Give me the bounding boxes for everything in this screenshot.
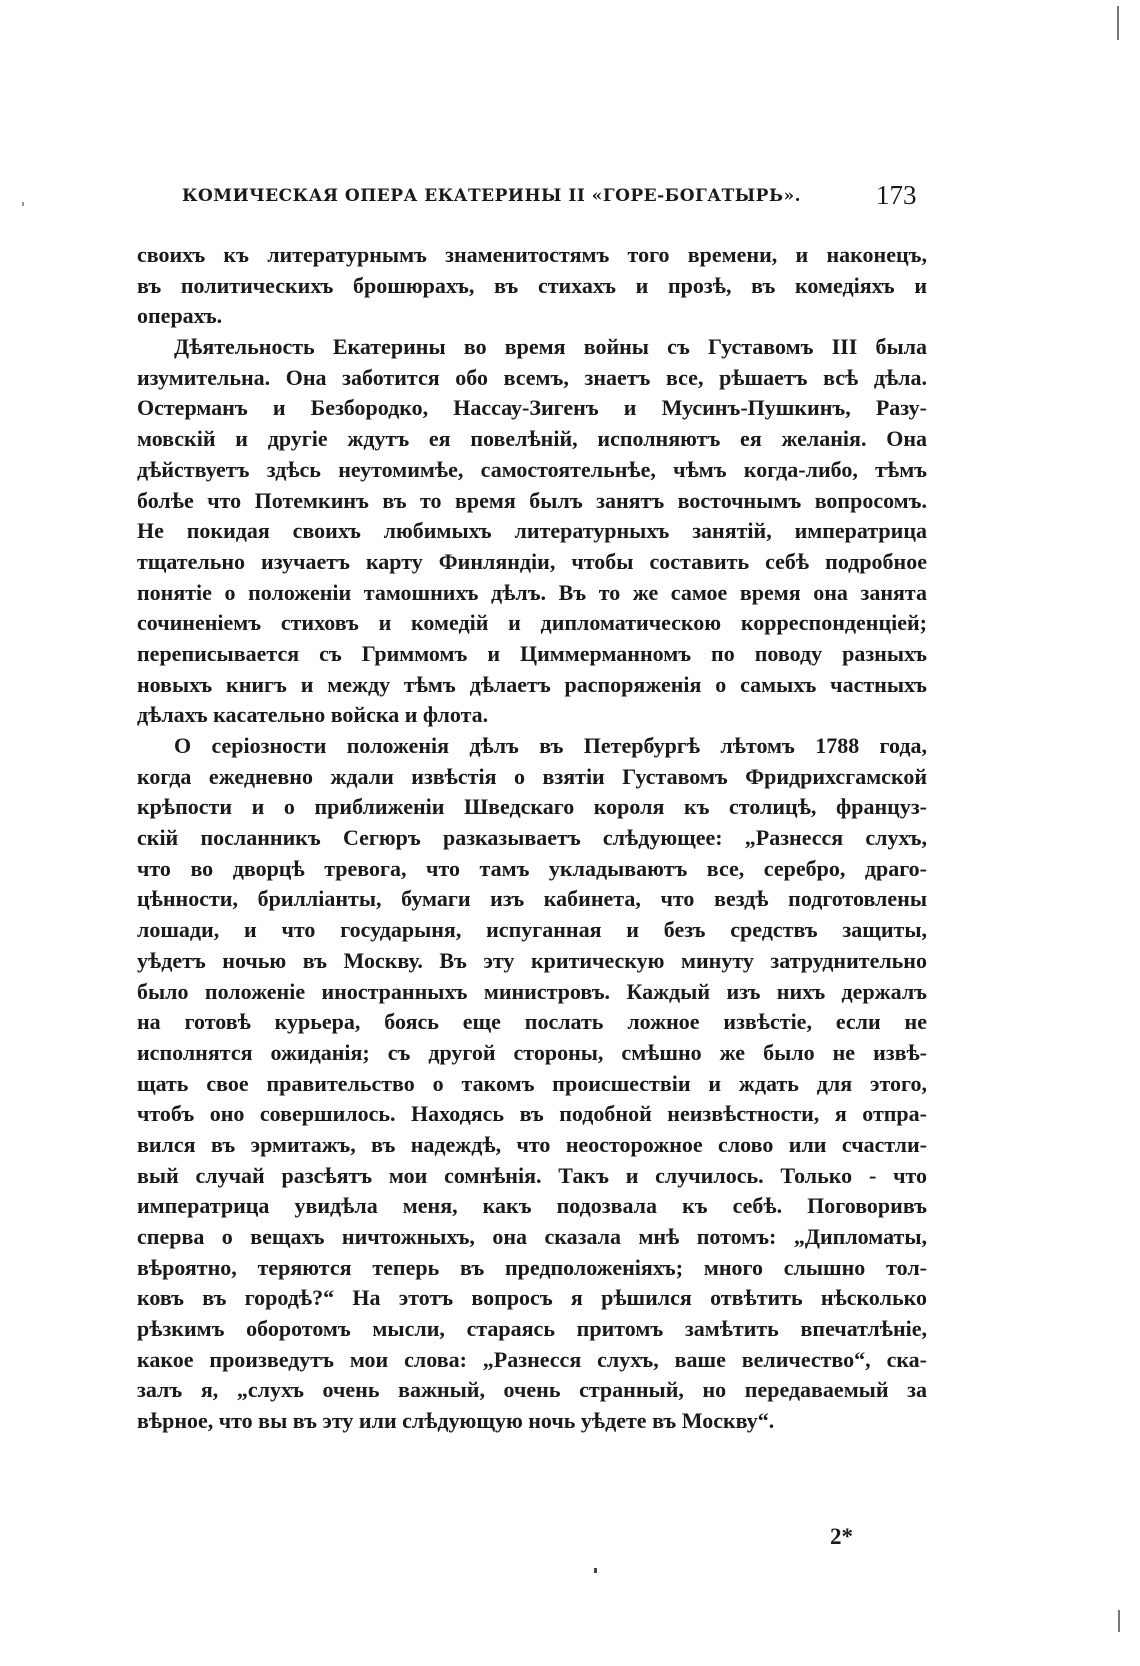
text-line: когда ежедневно ждали извѣстія о взятіи Густавомъ Фридрихсгамской — [137, 763, 927, 789]
text-line: крѣпости и о приближеніи Шведскаго короля къ столицѣ, француз- — [137, 794, 927, 820]
text-line: императрица увидѣла меня, какъ подозвала къ себѣ. Поговоривъ — [137, 1193, 927, 1219]
text-line: изумительна. Она заботится обо всемъ, знаетъ все, рѣшаетъ всѣ дѣла. — [137, 364, 927, 390]
text-line: цѣнности, брилліанты, бумаги изъ кабинета, что вездѣ подготовлены — [137, 886, 927, 912]
text-line: операхъ. — [137, 303, 223, 329]
text-line: вѣрное, что вы въ эту или слѣдующую ночь уѣдете въ Москву“. — [137, 1408, 775, 1434]
text-line: понятіе о положеніи тамошнихъ дѣлъ. Въ то же самое время она занята — [137, 579, 927, 605]
text-line: скій посланникъ Сегюръ разказываетъ слѣдующее: „Разнесся слухъ, — [137, 825, 927, 851]
text-line: дѣйствуетъ здѣсь неутомимѣе, самостоятельнѣе, чѣмъ когда-либо, тѣмъ — [137, 456, 927, 482]
signature-mark: 2* — [830, 1524, 853, 1549]
scan-edge-mark — [1118, 1610, 1120, 1632]
text-line: какое произведутъ мои слова: „Разнесся слухъ, ваше величество“, ска- — [137, 1346, 927, 1372]
text-line: болѣе что Потемкинъ въ то время былъ занятъ восточнымъ вопросомъ. — [137, 487, 927, 513]
text-line: уѣдетъ ночью въ Москву. Въ эту критическую минуту затруднительно — [137, 947, 927, 973]
text-line: дѣлахъ касательно войска и флота. — [137, 702, 489, 728]
scan-edge-mark — [1117, 6, 1119, 40]
text-line: на готовѣ курьера, боясь еще послать ложное извѣстіе, если не — [137, 1009, 927, 1035]
text-line: новыхъ книгъ и между тѣмъ дѣлаетъ распоряженія о самыхъ частныхъ — [137, 671, 927, 697]
text-line: что во дворцѣ тревога, что тамъ укладываютъ все, серебро, драго- — [137, 855, 927, 881]
text-line: залъ я, „слухъ очень важный, очень странный, но передаваемый за — [137, 1377, 927, 1403]
text-line: сочиненіемъ стиховъ и комедій и дипломатическою корреспонденціей; — [137, 610, 927, 636]
text-line: Дѣятельность Екатерины во время войны съ Густавомъ III была — [174, 334, 927, 360]
scan-speck — [594, 1568, 597, 1573]
text-line: вился въ эрмитажъ, въ надеждѣ, что неосторожное слово или счастли- — [137, 1131, 927, 1157]
text-line: своихъ къ литературнымъ знаменитостямъ того времени, и наконецъ, — [137, 242, 927, 267]
text-line: сперва о вещахъ ничтожныхъ, она сказала мнѣ потомъ: „Дипломаты, — [137, 1224, 927, 1249]
text-line: ковъ въ городѣ?“ На этотъ вопросъ я рѣшился отвѣтить нѣсколько — [137, 1285, 927, 1311]
text-line: въ политическихъ брошюрахъ, въ стихахъ и прозѣ, въ комедіяхъ и — [137, 272, 927, 298]
text-line: О серіозности положенія дѣлъ въ Петербургѣ лѣтомъ 1788 года, — [174, 733, 927, 758]
text-line: рѣзкимъ оборотомъ мысли, стараясь притомъ замѣтить впечатлѣніе, — [137, 1316, 927, 1342]
text-line: вѣроятно, теряются теперь въ предположеніяхъ; много слышно тол- — [137, 1254, 927, 1280]
text-line: Не покидая своихъ любимыхъ литературныхъ занятій, императрица — [137, 518, 927, 544]
text-line: лошади, и что государыня, испуганная и безъ средствъ защиты, — [137, 917, 927, 943]
running-title: КОМИЧЕСКАЯ ОПЕРА ЕКАТЕРИНЫ II «ГОРЕ-БОГАТЫРЬ». — [182, 186, 802, 206]
scan-speck — [22, 202, 24, 206]
text-line: чтобъ оно совершилось. Находясь въ подобной неизвѣстности, я отпра- — [137, 1101, 927, 1127]
text-line: щать свое правительство о такомъ происшествіи и ждать для этого, — [137, 1070, 927, 1096]
page-number: 173 — [876, 180, 917, 210]
text-line: было положеніе иностранныхъ министровъ. Каждый изъ нихъ держалъ — [137, 978, 927, 1004]
text-line: Остерманъ и Безбородко, Нассау-Зигенъ и Мусинъ-Пушкинъ, Разу- — [137, 395, 927, 421]
text-line: тщательно изучаетъ карту Финляндіи, чтобы составить себѣ подробное — [137, 548, 927, 574]
text-line: переписывается съ Гриммомъ и Циммерманномъ по поводу разныхъ — [137, 640, 927, 666]
text-line: мовскій и другіе ждутъ ея повелѣній, исполняютъ ея желанія. Она — [137, 426, 927, 452]
text-line: исполнятся ожиданія; съ другой стороны, смѣшно же было не извѣ- — [137, 1039, 927, 1065]
text-line: вый случай разсѣятъ мои сомнѣнія. Такъ и случилось. Только - что — [137, 1162, 927, 1188]
body-text — [137, 240, 927, 1437]
